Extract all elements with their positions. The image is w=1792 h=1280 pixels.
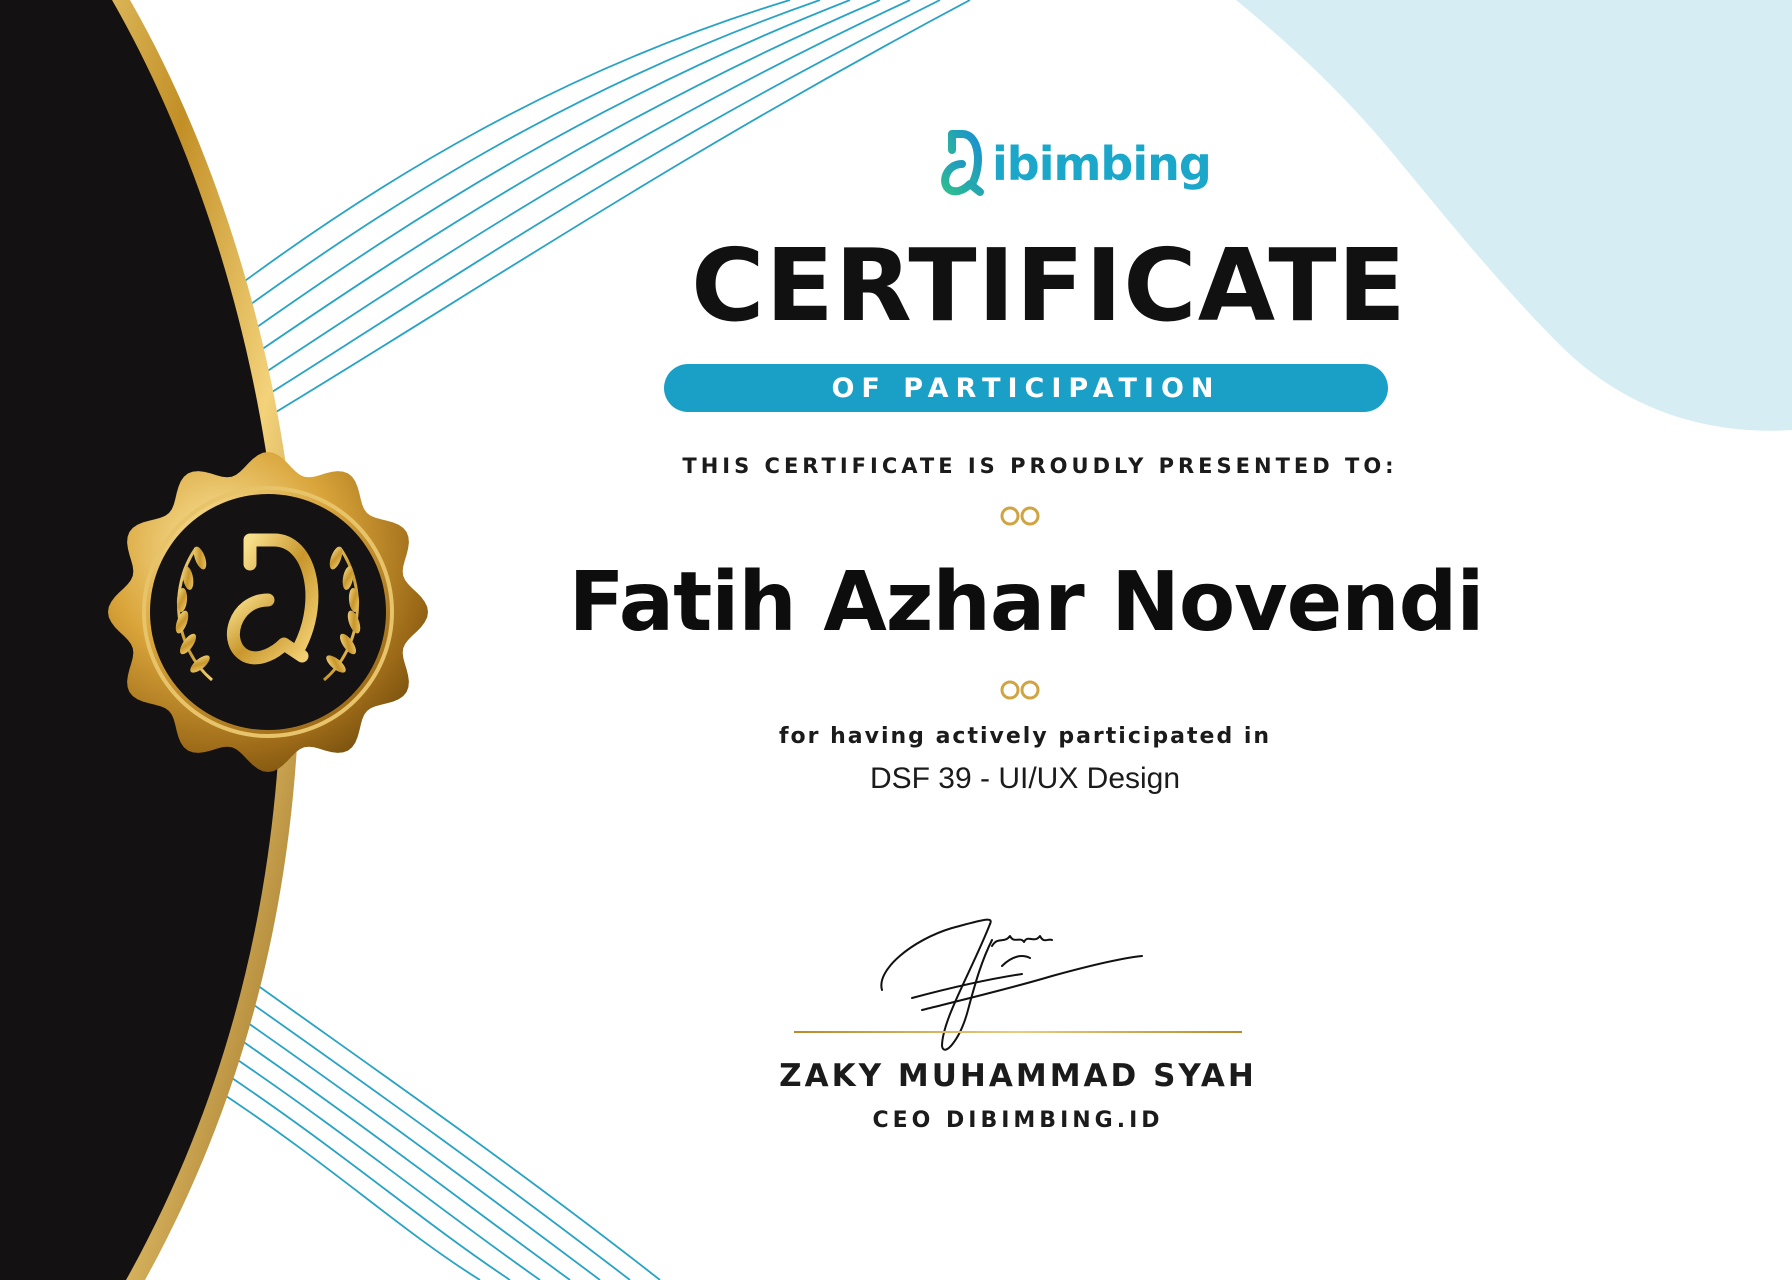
infinity-ornament-icon (1002, 682, 1038, 698)
infinity-ornament-icon (1002, 508, 1038, 524)
award-seal-icon (104, 448, 432, 776)
presented-to-text: THIS CERTIFICATE IS PROUDLY PRESENTED TO: (682, 454, 1398, 478)
subtitle-banner (664, 364, 1388, 412)
brand-logo (936, 126, 1211, 202)
signature-image (872, 910, 1152, 1060)
certificate-subtitle: OF PARTICIPATION (831, 372, 1221, 404)
signatory-title: CEO DIBIMBING.ID (872, 1108, 1164, 1133)
dibimbing-logo-icon (936, 126, 986, 202)
participation-text: for having actively participated in (778, 724, 1272, 749)
divider-bottom (642, 678, 1398, 702)
recipient-name: Fatih Azhar Novendi (568, 555, 1484, 650)
program-name: DSF 39 - UI/UX Design (869, 762, 1181, 795)
signature-line (794, 1031, 1242, 1033)
certificate-title: CERTIFICATE (691, 227, 1407, 344)
logo-wordmark: ibimbing (992, 137, 1211, 191)
signatory-name: ZAKY MUHAMMAD SYAH (779, 1058, 1257, 1094)
divider-top (642, 504, 1398, 528)
blue-lines-top (230, 0, 970, 412)
blue-lines-bottom (214, 980, 660, 1280)
